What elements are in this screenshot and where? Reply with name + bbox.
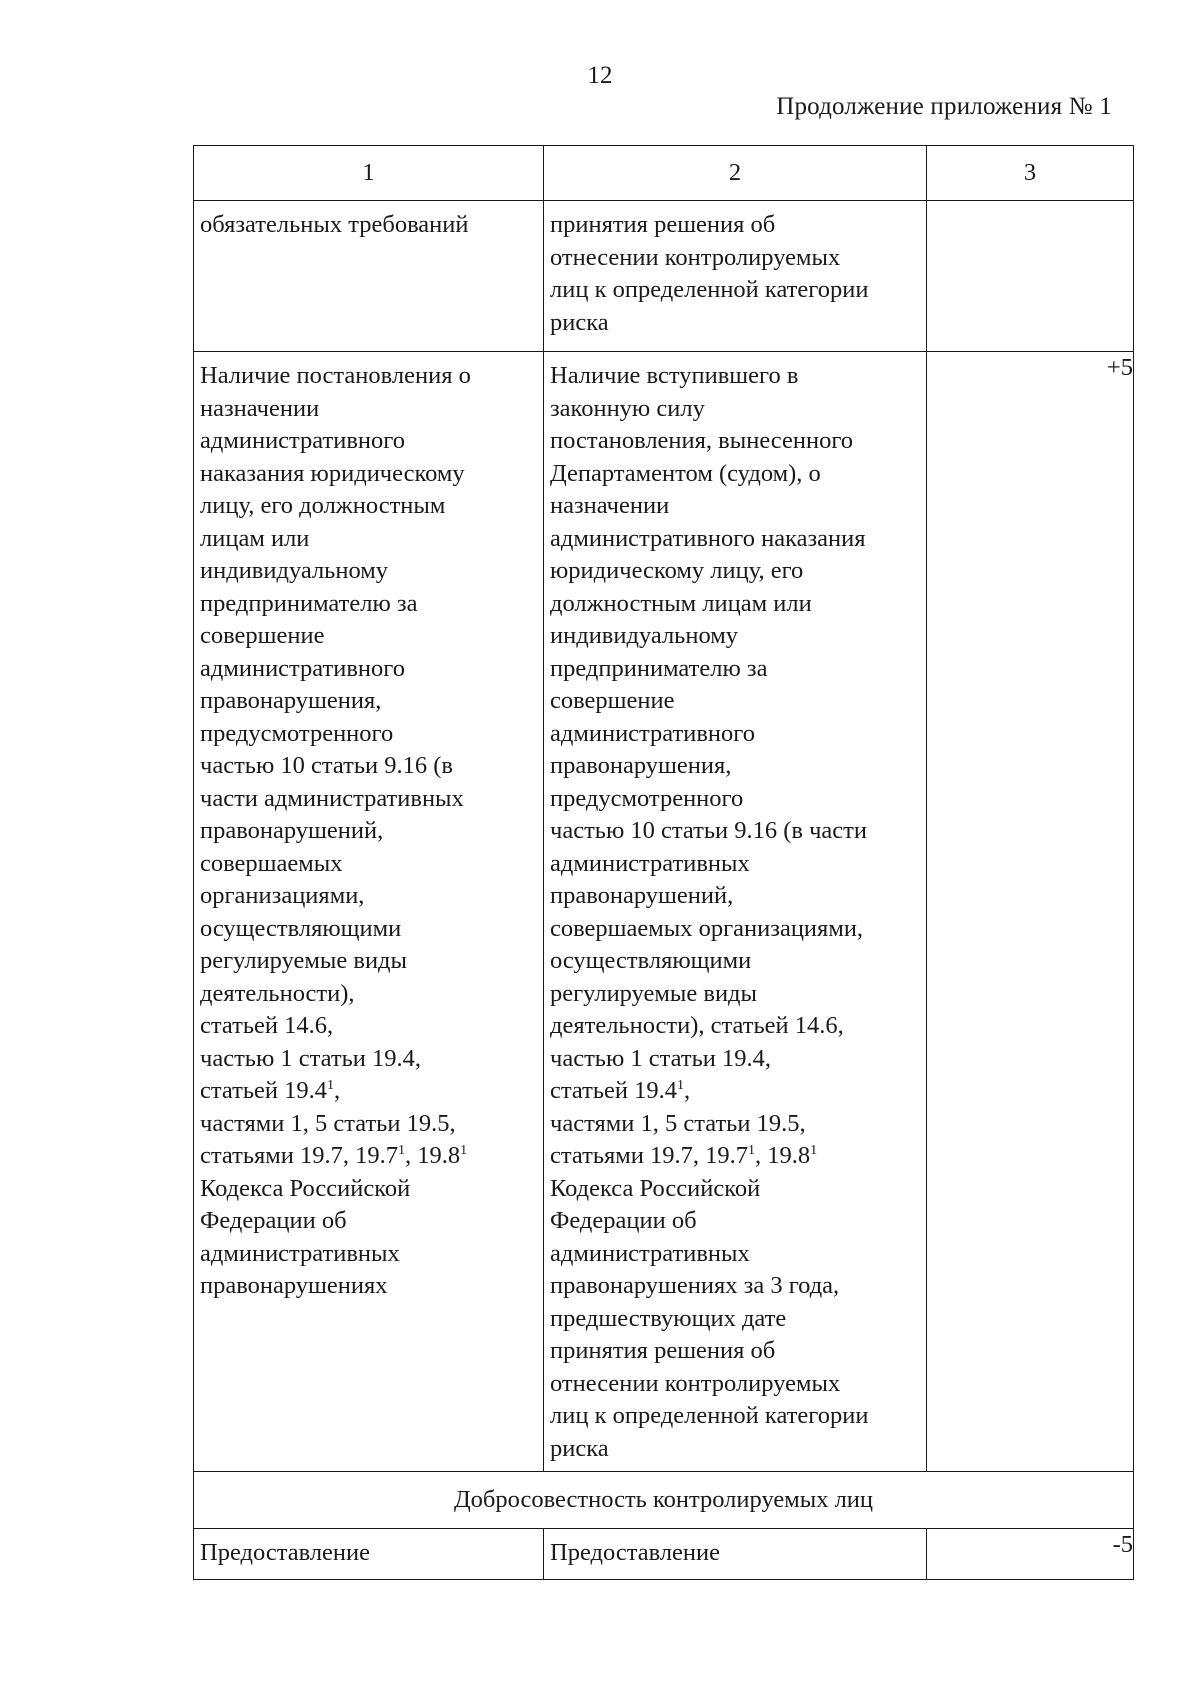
text-line: правонарушения, xyxy=(200,687,382,714)
text-line: регулируемые виды xyxy=(200,947,407,974)
superscript: 1 xyxy=(460,1142,468,1158)
text-line: Кодекса Российской xyxy=(550,1174,761,1202)
text-fragment: статьей 19.4 xyxy=(550,1077,677,1104)
text-line: лиц к определенной категории xyxy=(550,1402,869,1429)
text-fragment: , 19.8 xyxy=(755,1142,811,1169)
text-line: административных xyxy=(550,849,750,877)
text-line: обязательных требований xyxy=(200,211,469,238)
text-fragment: , 19.8 xyxy=(405,1142,461,1169)
text-line: Наличие вступившего в xyxy=(550,362,799,389)
text-line: риска xyxy=(550,308,609,336)
text-line: совершаемых организациями, xyxy=(550,914,864,942)
criteria-table xyxy=(193,145,1134,1580)
text-line: правонарушения, xyxy=(550,752,732,779)
column-header-3: 3 xyxy=(927,146,1134,201)
text-line: предусмотренного xyxy=(200,719,394,747)
text-line: назначении xyxy=(550,492,670,519)
table-row xyxy=(194,352,1134,1472)
text-fragment: статьей 19.4 xyxy=(200,1077,327,1104)
text-line: частью 10 статьи 9.16 (в части xyxy=(550,817,867,844)
text-line: риска xyxy=(550,1434,609,1462)
criterion-cell xyxy=(194,201,544,352)
criterion-cell xyxy=(194,1529,544,1580)
text-line: индивидуальному xyxy=(200,557,389,584)
text-line: регулируемые виды xyxy=(550,979,757,1007)
text-line: частями 1, 5 статьи 19.5, xyxy=(200,1109,456,1137)
superscript: 1 xyxy=(398,1142,406,1158)
superscript: 1 xyxy=(810,1142,818,1158)
indicator-cell xyxy=(544,352,927,1472)
text-line: части административных xyxy=(200,784,464,812)
text-line: Кодекса Российской xyxy=(200,1174,411,1202)
text-line: организациями, xyxy=(200,882,365,909)
column-header-2: 2 xyxy=(544,146,927,201)
text-line: Предоставление xyxy=(200,1539,371,1566)
text-line: Федерации об xyxy=(200,1207,347,1234)
text-line: административного xyxy=(200,654,405,682)
text-line: Департаментом (судом), о xyxy=(550,459,821,487)
text-line xyxy=(550,1140,922,1173)
column-header-1: 1 xyxy=(194,146,544,201)
text-line: правонарушениях xyxy=(200,1272,388,1299)
score-cell: +5 xyxy=(927,352,1134,1472)
text-line: административного xyxy=(200,427,405,454)
text-line: совершаемых xyxy=(200,849,343,877)
superscript: 1 xyxy=(748,1142,756,1158)
text-line xyxy=(550,1075,922,1108)
text-line: лицам или xyxy=(200,524,310,552)
criterion-cell xyxy=(194,352,544,1472)
text-line xyxy=(200,1075,539,1108)
score-cell: -5 xyxy=(927,1529,1134,1580)
score-cell xyxy=(927,201,1134,352)
text-line: предпринимателю за xyxy=(200,589,418,617)
indicator-cell xyxy=(544,1529,927,1580)
text-line: совершение xyxy=(550,687,675,714)
text-fragment: , xyxy=(334,1077,341,1104)
text-line: принятия решения об xyxy=(550,211,776,238)
text-line: юридическому лицу, его xyxy=(550,557,804,584)
text-line: частью 10 статьи 9.16 (в xyxy=(200,752,453,779)
text-line: правонарушений, xyxy=(550,882,734,909)
text-line: принятия решения об xyxy=(550,1337,776,1364)
text-line: индивидуальному xyxy=(550,622,739,649)
text-fragment: статьями 19.7, 19.7 xyxy=(550,1142,749,1169)
text-fragment: статьями 19.7, 19.7 xyxy=(200,1142,399,1169)
appendix-continuation-label: Продолжение приложения № 1 xyxy=(776,93,1112,120)
text-line: частью 1 статьи 19.4, xyxy=(550,1044,771,1072)
text-line: должностным лицам или xyxy=(550,589,812,617)
text-line: частью 1 статьи 19.4, xyxy=(200,1044,421,1072)
table-header-row xyxy=(194,146,1134,201)
text-line: деятельности), xyxy=(200,979,355,1007)
superscript: 1 xyxy=(327,1077,334,1093)
text-line: отнесении контролируемых xyxy=(550,243,841,271)
text-line: лицу, его должностным xyxy=(200,492,446,519)
text-line: предшествующих дате xyxy=(550,1304,787,1332)
text-line: назначении xyxy=(200,394,320,422)
text-fragment: , xyxy=(684,1077,691,1104)
text-line xyxy=(200,1140,539,1173)
text-line: совершение xyxy=(200,622,325,649)
text-line: деятельности), статьей 14.6, xyxy=(550,1012,844,1039)
text-line: отнесении контролируемых xyxy=(550,1369,841,1397)
section-title: Добросовестность контролируемых лиц xyxy=(194,1472,1134,1529)
section-header-row xyxy=(194,1472,1134,1529)
text-line: наказания юридическому xyxy=(200,459,465,487)
text-line: административного наказания xyxy=(550,524,866,552)
text-line: Федерации об xyxy=(550,1207,697,1234)
table-row xyxy=(194,1529,1134,1580)
text-line: предпринимателю за xyxy=(550,654,768,682)
text-line: постановления, вынесенного xyxy=(550,427,854,454)
text-line: административных xyxy=(200,1239,400,1267)
text-line: частями 1, 5 статьи 19.5, xyxy=(550,1109,806,1137)
text-line: законную силу xyxy=(550,394,705,422)
text-line: Наличие постановления о xyxy=(200,362,471,389)
text-line: административных xyxy=(550,1239,750,1267)
text-line: осуществляющими xyxy=(550,947,752,974)
text-line: административного xyxy=(550,719,755,747)
text-line: осуществляющими xyxy=(200,914,402,942)
text-line: Предоставление xyxy=(550,1539,721,1566)
indicator-cell xyxy=(544,201,927,352)
page-number: 12 xyxy=(587,62,613,89)
table-row xyxy=(194,201,1134,352)
text-line: правонарушений, xyxy=(200,817,384,844)
superscript: 1 xyxy=(677,1077,684,1093)
text-line: предусмотренного xyxy=(550,784,744,812)
text-line: статьей 14.6, xyxy=(200,1012,334,1039)
text-line: лиц к определенной категории xyxy=(550,276,869,303)
text-line: правонарушениях за 3 года, xyxy=(550,1272,840,1299)
